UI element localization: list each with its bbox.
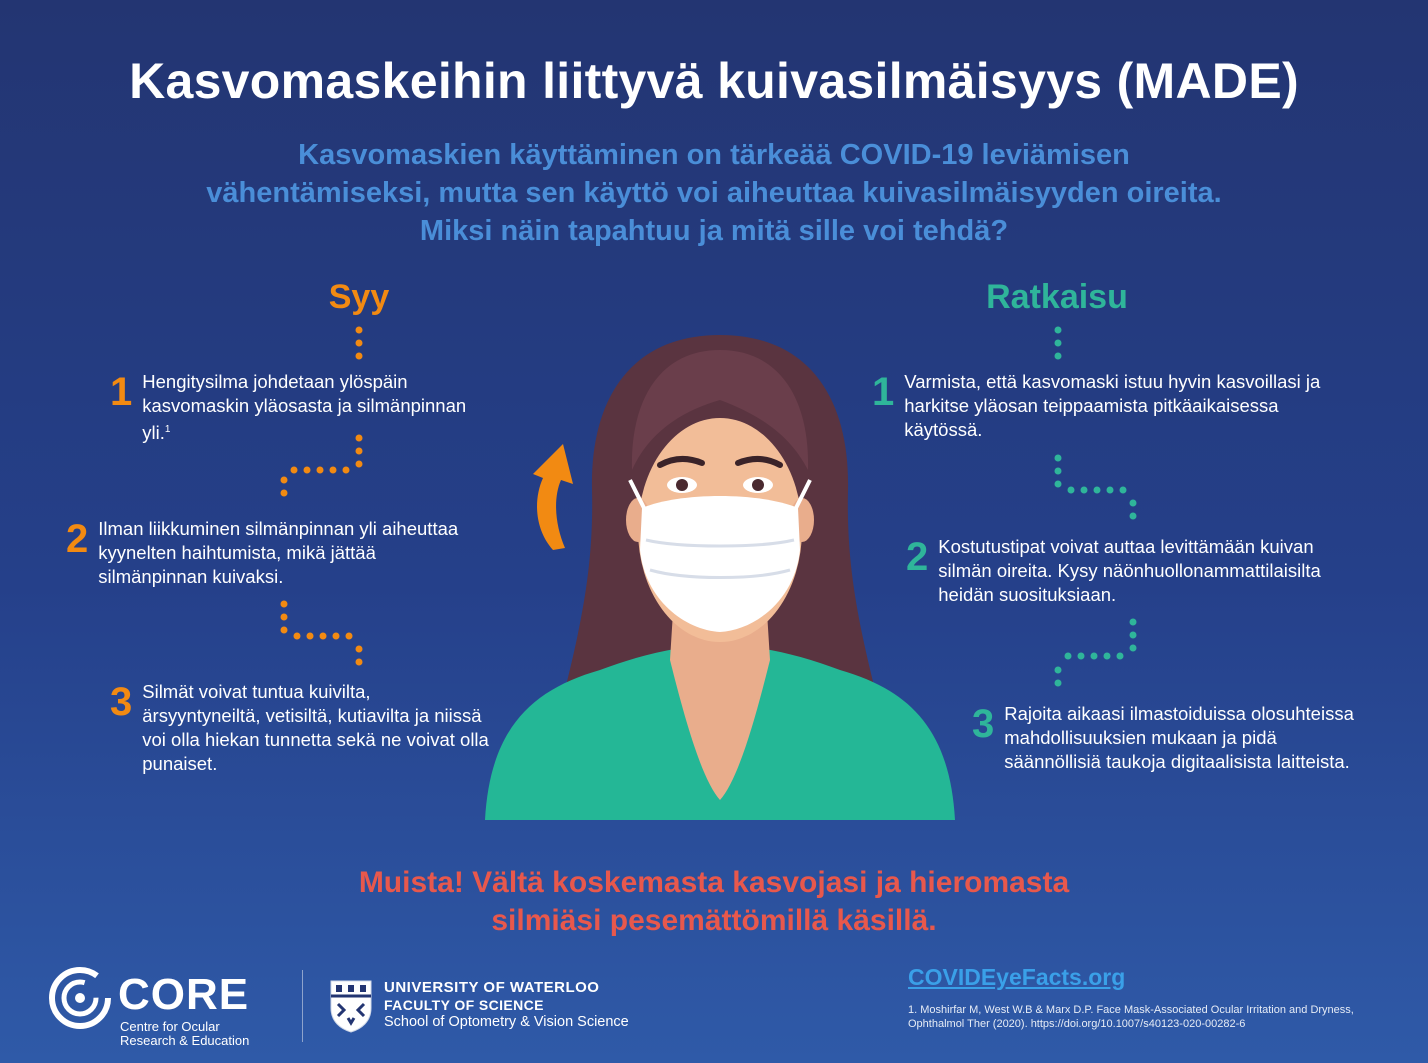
core-logo-icon: [48, 966, 112, 1030]
reminder-text: [200, 864, 1228, 940]
university-name: UNIVERSITY OF WATERLOO: [384, 979, 600, 996]
solution-number: 2: [906, 535, 929, 579]
reference-citation: 1. Moshirfar M, West W.B & Marx D.P. Face Mask-Associated Ocular Irritation and Dryness, Ophthalmol Ther (2020). https://doi.org/10.1007/s40123-020-00282-6: [908, 1004, 1354, 1030]
school-name: School of Optometry & Vision Science: [384, 1014, 629, 1030]
cause-number: 3: [110, 680, 133, 724]
intro-line-3: Miksi näin tapahtuu ja mitä sille voi tehdä?: [419, 215, 1009, 247]
waterloo-crest-icon: [328, 978, 374, 1034]
reminder-line-2: silmiäsi pesemättömillä käsillä.: [491, 904, 937, 937]
solution-number: 1: [872, 370, 895, 414]
core-subtitle: [120, 1020, 249, 1048]
intro-line-2: vähentämiseksi, mutta sen käyttö voi aiheuttaa kuivasilmäisyyden oireita.: [206, 177, 1222, 209]
airflow-arrow-icon: [525, 440, 585, 555]
solution-text: Varmista, että kasvomaski istuu hyvin kasvoillasi ja harkitse yläosan teippaamista pitkäaikaisessa käytössä.: [904, 371, 1321, 440]
right-pupil: [752, 479, 764, 491]
cause-text: Ilman liikkuminen silmänpinnan yli aiheuttaa kyynelten haihtumista, mikä jättää silmänpinnan kuivaksi.: [98, 518, 459, 587]
core-subtitle-line-2: Research & Education: [120, 1033, 250, 1048]
solution-step-2: [906, 535, 1326, 607]
cause-text-body: Hengitysilma johdetaan ylöspäin kasvomaskin yläosasta ja silmänpinnan yli.: [142, 371, 467, 444]
website-link[interactable]: COVIDEyeFacts.org: [908, 964, 1126, 990]
solution-number: 3: [972, 702, 995, 746]
cause-number: 1: [110, 370, 133, 414]
cause-step-1: [110, 370, 490, 445]
solutions-heading: Ratkaisu: [986, 278, 1128, 316]
cause-number: 2: [66, 517, 89, 561]
intro-line-1: Kasvomaskien käyttäminen on tärkeää COVID-19 leviämisen: [298, 139, 1130, 171]
core-name: CORE: [118, 970, 250, 1019]
reference-marker: 1: [164, 424, 171, 435]
cause-step-2: [66, 517, 486, 589]
cause-text: [142, 370, 490, 445]
core-subtitle-line-1: Centre for Ocular: [120, 1019, 220, 1034]
solution-step-3: [972, 702, 1372, 774]
left-pupil: [676, 479, 688, 491]
footer-divider: [302, 970, 303, 1042]
reminder-line-1: Muista! Vältä koskemasta kasvojasi ja hieromasta: [358, 866, 1070, 899]
page-title: Kasvomaskeihin liittyvä kuivasilmäisyys (MADE): [129, 53, 1299, 109]
cause-step-3: [110, 680, 490, 776]
cause-text: Silmät voivat tuntua kuivilta, ärsyyntyneiltä, vetisiltä, kutiavilta ja niissä voi olla hiekan tunnetta sekä ne voivat olla punaiset.: [142, 681, 489, 774]
causes-heading: Syy: [328, 278, 390, 316]
masked-woman-illustration: [480, 330, 960, 820]
solution-text: Rajoita aikaasi ilmastoiduissa olosuhteissa mahdollisuuksien mukaan ja pidä säännöllisiä taukoja digitaalisista laitteista.: [1004, 703, 1354, 772]
solution-text: Kostutustipat voivat auttaa levittämään kuivan silmän oireita. Kysy näönhuollonammattilaisilta heidän suosituksiaan.: [938, 536, 1321, 605]
faculty-name: FACULTY OF SCIENCE: [384, 997, 544, 1013]
